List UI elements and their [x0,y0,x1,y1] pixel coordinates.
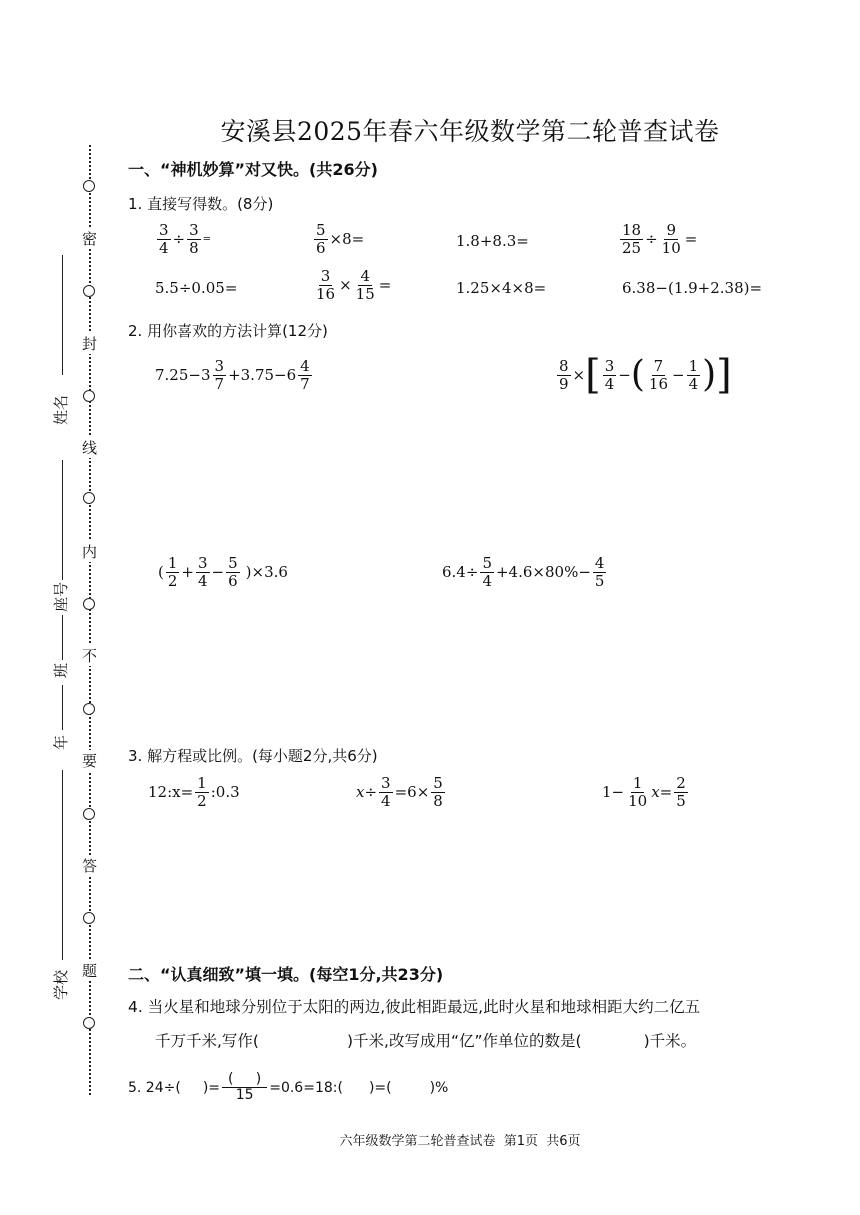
exam-title: 安溪县2025年春六年级数学第二轮普查试卷 [220,117,720,146]
q3-problem-1: 12:x= $\frac{1}{2}$ :0.3 [148,774,240,810]
q2-expression-1: 7.25−3 $\frac{3}{7}$ +3.75−6 $\frac{4}{7}$ [155,357,310,393]
q1-item-b: $\frac{5}{6}$ ×8= [316,221,365,257]
fraction: $\frac{4}{7}$ [300,357,310,393]
fraction-with-blank[interactable]: $\frac{( )}{15}$ [222,1072,267,1104]
fraction: $\frac{5}{6}$ [316,221,326,257]
fraction: $\frac{1}{2}$ [197,774,207,810]
school-underline [62,770,63,960]
seal-char: 不 [82,647,98,665]
seal-char: 答 [82,857,98,875]
fraction: $\frac{4}{5}$ [594,554,605,590]
seal-char: 密 [82,230,98,248]
q1-item-h: 6.38−(1.9+2.38)= [622,279,763,297]
fraction: $\frac{3}{4}$ [381,774,391,810]
seal-char: 封 [82,335,98,353]
seal-char: 线 [82,439,98,457]
binding-ring [83,703,95,715]
fraction: $\frac{8}{9}$ [559,357,569,393]
fraction: $\frac{18}{25}$ [622,221,642,257]
seal-char: 题 [82,962,98,980]
grade-field-label: 年 [52,734,70,750]
q1-label: 1. 直接写得数。(8分) [128,195,274,213]
fraction: $\frac{3}{4}$ [197,554,208,590]
section2-heading: 二、“认真细致”填一填。(每空1分,共23分) [128,965,444,984]
fraction: $\frac{4}{15}$ [355,267,375,303]
fraction: $\frac{2}{5}$ [676,774,686,810]
q5-line: 5. 24÷( )= $\frac{( )}{15}$ =0.6=18:( )=( )% [128,1071,449,1104]
q1-item-g: 1.25×4×8= [456,279,547,297]
binding-ring [83,390,95,402]
q3-problem-2: x÷ $\frac{3}{4}$ =6× $\frac{5}{8}$ [356,774,443,810]
section1-heading: 一、“神机妙算”对又快。(共26分) [128,160,378,179]
school-field-label: 学校 [52,969,70,1000]
name-underline [62,255,63,375]
q2-label: 2. 用你喜欢的方法计算(12分) [128,322,328,340]
fraction: $\frac{5}{6}$ [228,554,238,590]
q4-line-1: 4. 当火星和地球分别位于太阳的两边,彼此相距最远,此时火星和地球相距大约二亿五 [128,998,701,1016]
seal-char: 要 [82,752,98,770]
class-underline [62,615,63,660]
binding-ring [83,285,95,297]
q4-line-2: 千万千米,写作( )千米,改写成用“亿”作单位的数是( )千米。 [155,1032,697,1050]
seat-field-label: 座号 [52,581,70,612]
q2-expression-4: 6.4÷ $\frac{5}{4}$ +4.6×80%− $\frac{4}{5}$ [442,554,605,590]
fraction: $\frac{1}{2}$ [167,554,178,590]
q2-expression-2: $\frac{8}{9}$ × [ $\frac{3}{4}$ − ( $\frac{7}{16}$ − $\frac{1}{4}$ ) ] [559,352,732,398]
fraction: $\frac{1}{10}$ [628,774,648,810]
fraction: $\frac{3}{8}$ [189,221,199,257]
q1-item-a: $\frac{3}{4}$ ÷ $\frac{3}{8}$ = [159,221,212,257]
fraction: $\frac{3}{4}$ [604,357,615,393]
binding-ring [83,492,95,504]
fraction: $\frac{3}{7}$ [214,357,225,393]
page-footer: 六年级数学第二轮普查试卷 第1页 共6页 [339,1134,581,1149]
q1-item-e: 5.5÷0.05= [155,279,238,297]
binding-ring [83,180,95,192]
seal-char: 内 [82,543,98,561]
binding-ring [83,912,95,924]
binding-ring [83,808,95,820]
fraction: $\frac{9}{10}$ [661,221,681,257]
q1-item-f: $\frac{3}{16}$ × $\frac{4}{15}$ = [316,267,392,303]
fraction: $\frac{3}{16}$ [316,267,336,303]
name-field-label: 姓名 [52,394,70,425]
seat-underline [62,460,63,580]
grade-underline [62,685,63,730]
fraction: $\frac{7}{16}$ [648,357,668,393]
q2-expression-3: ( $\frac{1}{2}$ + $\frac{3}{4}$ − $\frac{5}{6}$ )×3.6 [158,554,288,590]
binding-ring [83,1017,95,1029]
fraction: $\frac{1}{4}$ [688,357,699,393]
fraction: $\frac{5}{4}$ [482,554,492,590]
q3-problem-3: 1− $\frac{1}{10}$ x= $\frac{2}{5}$ [602,774,686,810]
fraction: $\frac{3}{4}$ [159,221,169,257]
binding-ring [83,598,95,610]
fraction: $\frac{5}{8}$ [433,774,443,810]
q3-label: 3. 解方程或比例。(每小题2分,共6分) [128,747,378,765]
q1-item-d: $\frac{18}{25}$ ÷ $\frac{9}{10}$ = [622,221,698,257]
q1-item-c: 1.8+8.3= [456,232,529,250]
class-field-label: 班 [52,662,70,678]
